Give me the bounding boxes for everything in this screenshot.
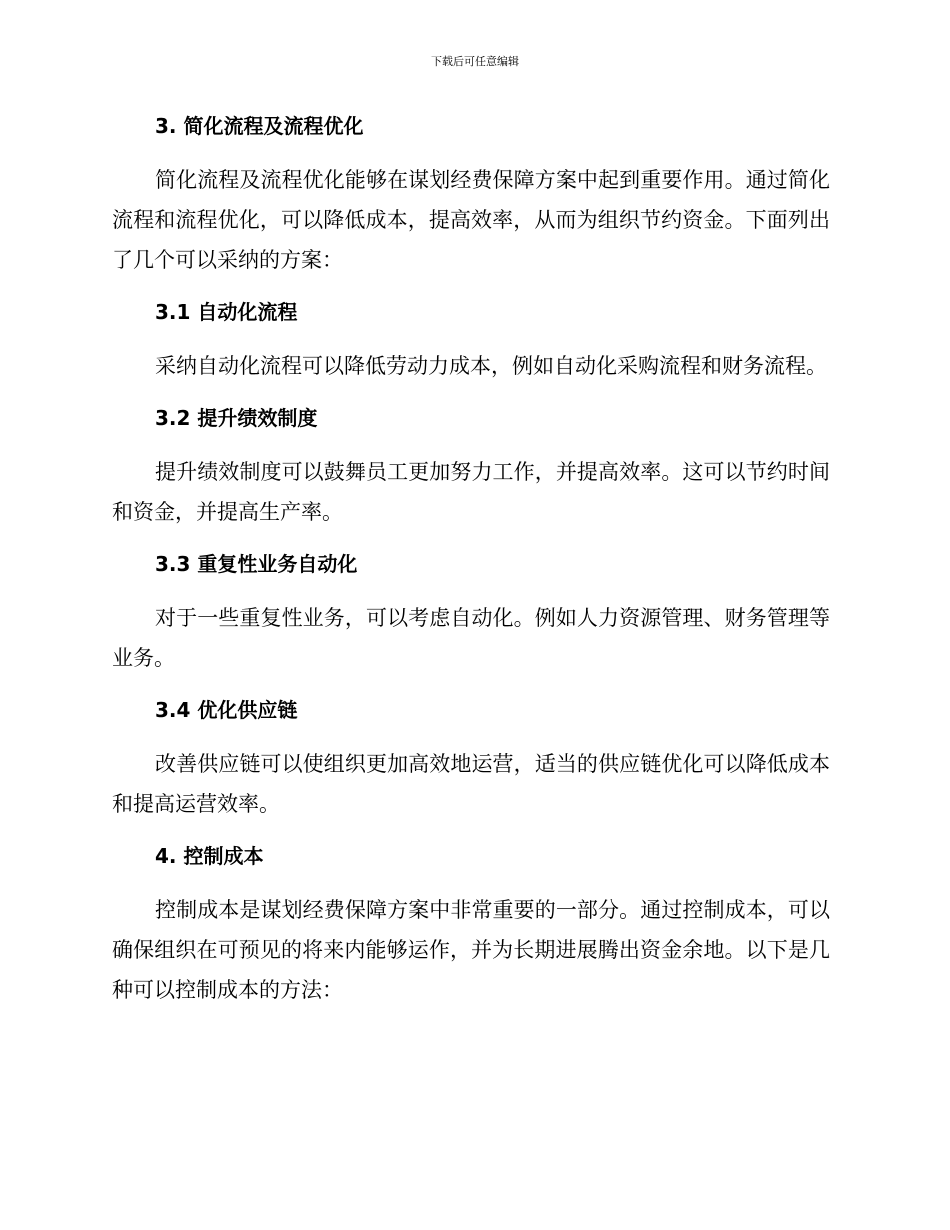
section-heading-3-2: 3.2 提升绩效制度 (155, 406, 318, 430)
section-heading-3-1: 3.1 自动化流程 (155, 300, 298, 324)
page-header: 下载后可任意编辑 (431, 55, 519, 68)
document-body (112, 106, 830, 1022)
section-paragraph-3: 简化流程及流程优化能够在谋划经费保障方案中起到重要作用。通过简化流程和流程优化，可以降低成本，提高效率，从而为组织节约资金。下面列出了几个可以采纳的方案： (112, 168, 830, 272)
section-paragraph-3-1: 采纳自动化流程可以降低劳动力成本，例如自动化采购流程和财务流程。 (155, 354, 827, 378)
section-paragraph-4: 控制成本是谋划经费保障方案中非常重要的一部分。通过控制成本，可以确保组织在可预见的将来内能够运作，并为长期进展腾出资金余地。以下是几种可以控制成本的方法： (112, 898, 830, 1002)
section-paragraph-3-3: 对于一些重复性业务，可以考虑自动化。例如人力资源管理、财务管理等业务。 (112, 606, 830, 670)
section-heading-3: 3. 简化流程及流程优化 (155, 114, 364, 138)
section-paragraph-3-4: 改善供应链可以使组织更加高效地运营，适当的供应链优化可以降低成本和提高运营效率。 (112, 752, 830, 816)
section-heading-3-4: 3.4 优化供应链 (155, 698, 298, 722)
section-heading-4: 4. 控制成本 (155, 844, 264, 868)
section-paragraph-3-2: 提升绩效制度可以鼓舞员工更加努力工作，并提高效率。这可以节约时间和资金，并提高生产率。 (112, 460, 830, 524)
section-heading-3-3: 3.3 重复性业务自动化 (155, 552, 358, 576)
